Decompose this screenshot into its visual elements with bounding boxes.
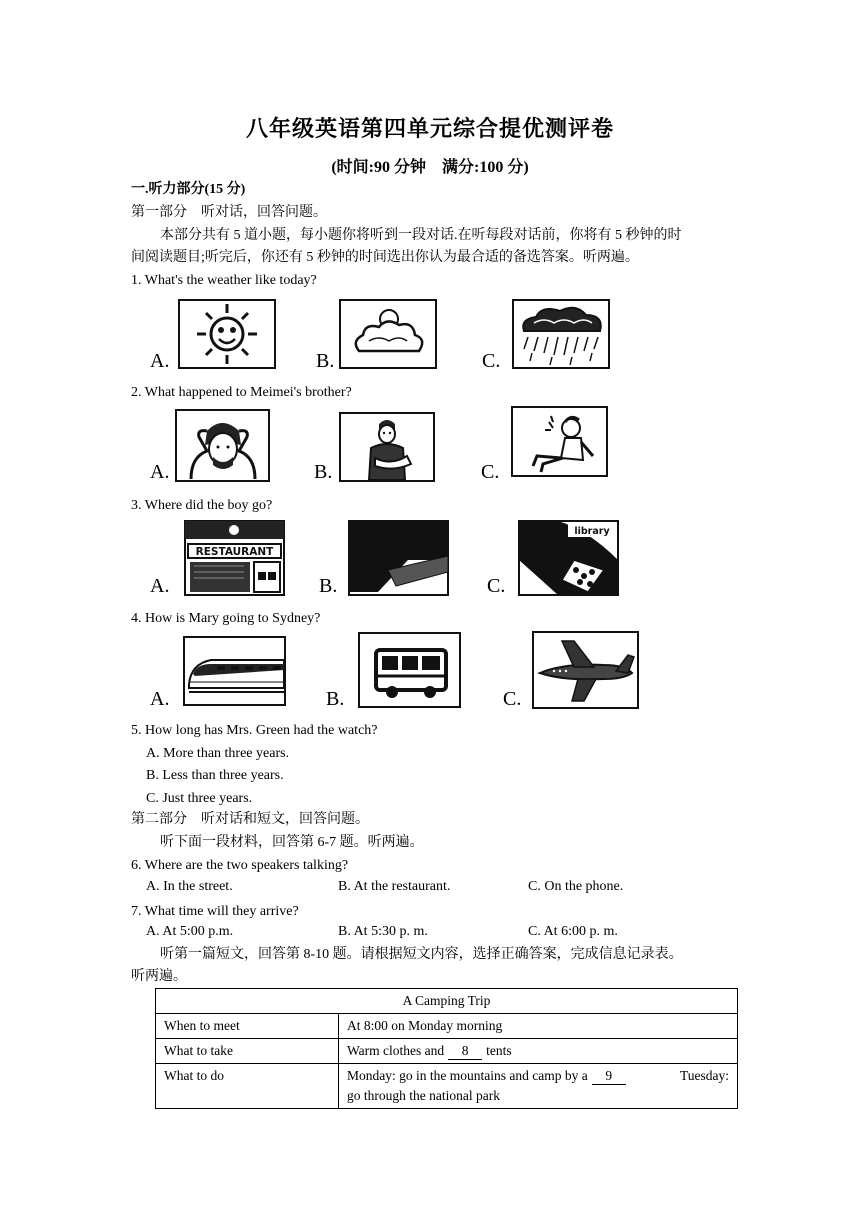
question-3: 3. Where did the boy go?	[131, 498, 273, 513]
q7-option-b: B. At 5:30 p. m.	[338, 924, 428, 939]
q3-option-b-label: B.	[319, 575, 338, 597]
q7-option-a: A. At 5:00 p.m.	[146, 924, 234, 939]
table-header-row	[156, 989, 738, 1014]
r2-text-after: tents	[486, 1043, 512, 1058]
q3-option-c-label: C.	[487, 575, 506, 597]
q5-option-c: C. Just three years.	[146, 791, 253, 806]
table-row-label: What to do	[156, 1064, 339, 1109]
r3-text-before: Monday: go in the mountains and camp by a	[347, 1068, 588, 1083]
q6-option-c: C. On the phone.	[528, 879, 624, 894]
q2-option-c-label: C.	[481, 461, 500, 483]
rain-icon	[512, 299, 610, 369]
cloudy-icon	[339, 299, 437, 369]
fallen-boy-icon	[511, 406, 608, 477]
part1-instruction-line2: 间阅读题目;听完后，你还有 5 秒钟的时间选出你认为最合适的备选答案。听两遍。	[131, 250, 639, 265]
blank-9: 9	[592, 1068, 626, 1085]
library-sign-text: library	[574, 526, 610, 537]
part1-instruction-line1: 本部分共有 5 道小题，每小题你将听到一段对话.在听每段对话前，你将有 5 秒钟的时	[160, 228, 682, 243]
q6-option-b: B. At the restaurant.	[338, 879, 451, 894]
q6-option-a: A. In the street.	[146, 879, 233, 894]
bus-icon	[358, 632, 461, 708]
table-row	[156, 1039, 738, 1064]
q4-option-b-label: B.	[326, 688, 345, 710]
restaurant-icon	[184, 520, 285, 596]
question-6: 6. Where are the two speakers talking?	[131, 858, 349, 873]
r2-text-before: Warm clothes and	[347, 1043, 445, 1058]
table-row	[156, 1014, 738, 1039]
q5-option-b: B. Less than three years.	[146, 768, 284, 783]
table-row-label: What to take	[156, 1039, 339, 1064]
table-title: A Camping Trip	[156, 989, 738, 1014]
headache-icon	[175, 409, 270, 482]
part2-heading: 第二部分 听对话和短文，回答问题。	[131, 812, 369, 827]
table-row	[156, 1064, 738, 1109]
section1-heading: 一.听力部分(15 分)	[131, 182, 246, 197]
man-arm-hurt-icon	[339, 412, 435, 482]
table-row-value	[339, 1064, 738, 1109]
table-row-value: At 8:00 on Monday morning	[339, 1014, 738, 1039]
blank-8: 8	[448, 1043, 482, 1060]
library-icon	[518, 520, 619, 596]
part1-heading: 第一部分 听对话，回答问题。	[131, 205, 327, 220]
q1-option-b-label: B.	[316, 350, 335, 372]
page-title: 八年级英语第四单元综合提优测评卷	[245, 116, 614, 141]
q3-option-a-label: A.	[150, 575, 170, 597]
sun-icon	[178, 299, 276, 369]
q7-option-c: C. At 6:00 p. m.	[528, 924, 618, 939]
page-subtitle: (时间:90 分钟 满分:100 分)	[331, 159, 529, 176]
post-office-icon	[348, 520, 449, 596]
q2-option-a-label: A.	[150, 461, 170, 483]
question-4: 4. How is Mary going to Sydney?	[131, 611, 321, 626]
question-2: 2. What happened to Meimei's brother?	[131, 385, 352, 400]
question-5: 5. How long has Mrs. Green had the watch?	[131, 723, 378, 738]
r3-line2: go through the national park	[347, 1088, 500, 1103]
q1-option-c-label: C.	[482, 350, 501, 372]
part2-instruction: 听下面一段材料，回答第 6-7 题。听两遍。	[160, 835, 424, 850]
q4-option-c-label: C.	[503, 688, 522, 710]
q4-option-a-label: A.	[150, 688, 170, 710]
passage-instruction-line1: 听第一篇短文，回答第 8-10 题。请根据短文内容，选择正确答案，完成信息记录表。	[160, 947, 683, 962]
table-row-value	[339, 1039, 738, 1064]
r3-text-after: Tuesday:	[679, 1068, 729, 1083]
restaurant-sign-text: RESTAURANT	[195, 546, 274, 558]
train-icon	[183, 636, 286, 706]
airplane-icon	[532, 631, 639, 709]
q2-option-b-label: B.	[314, 461, 333, 483]
passage-instruction-line2: 听两遍。	[131, 969, 187, 984]
camping-trip-table	[155, 988, 738, 1109]
table-row-label: When to meet	[156, 1014, 339, 1039]
question-7: 7. What time will they arrive?	[131, 904, 299, 919]
q1-option-a-label: A.	[150, 350, 170, 372]
q5-option-a: A. More than three years.	[146, 746, 290, 761]
question-1: 1. What's the weather like today?	[131, 273, 317, 288]
